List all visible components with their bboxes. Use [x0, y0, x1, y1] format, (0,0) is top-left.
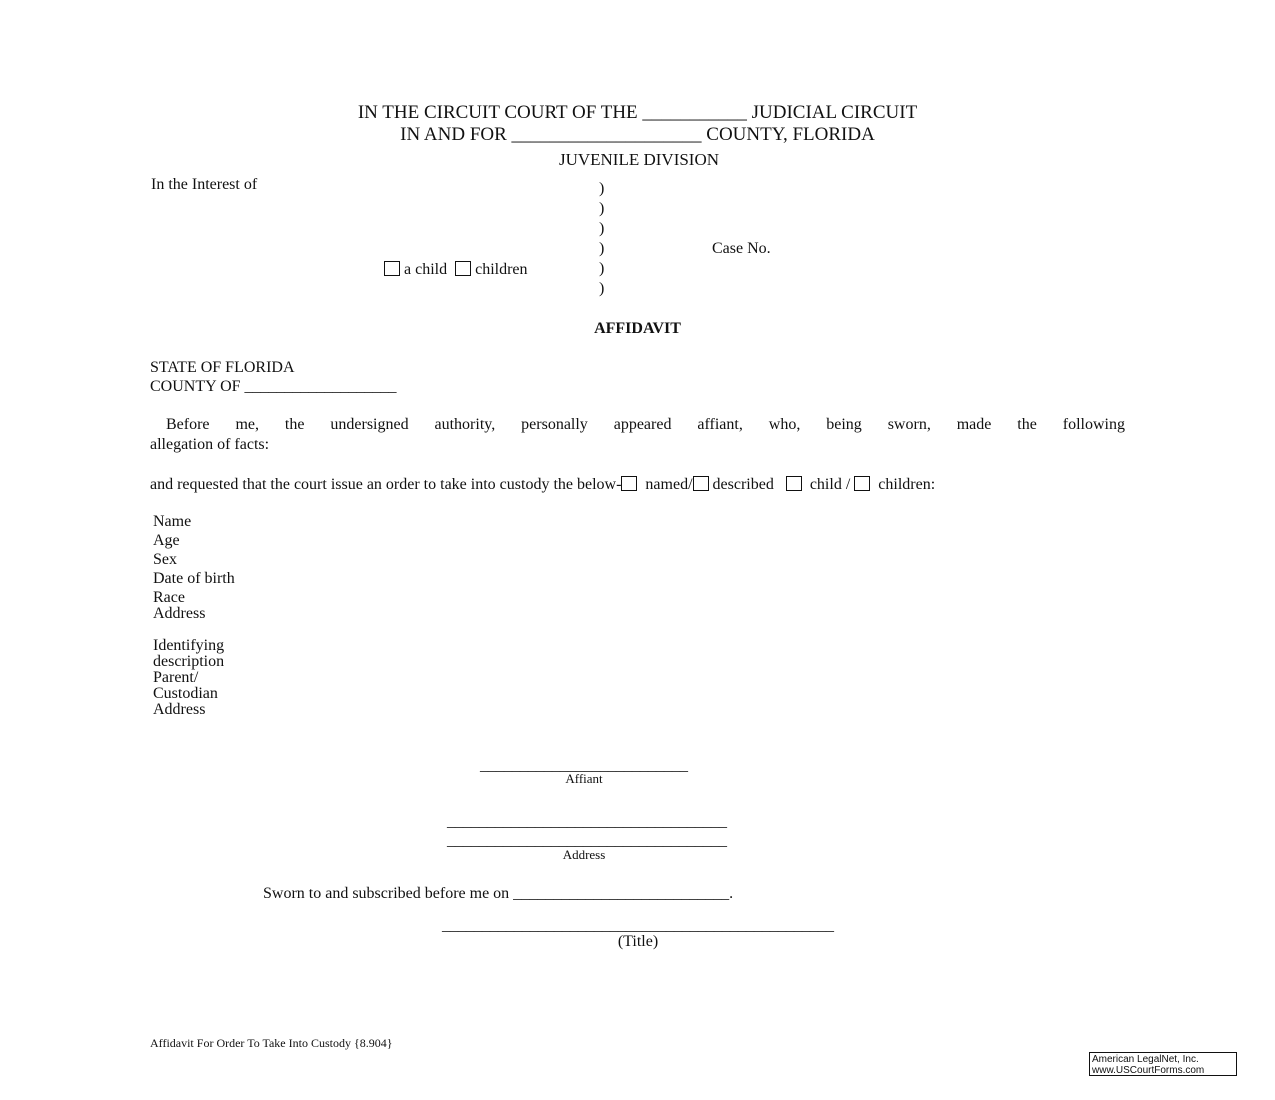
described-checkbox[interactable]	[693, 476, 709, 491]
field-label: Sex	[153, 551, 177, 568]
division: JUVENILE DIVISION	[558, 150, 720, 169]
field-label: Identifying	[153, 637, 225, 654]
field-label: Custodian	[153, 685, 218, 702]
paren: )	[599, 180, 605, 197]
a-child-label: a child	[404, 261, 448, 278]
stamp-company: American LegalNet, Inc.	[1092, 1054, 1199, 1065]
paren: )	[599, 240, 605, 257]
named-label: named/	[645, 476, 693, 493]
child-label: child /	[809, 476, 851, 493]
field-label: Address	[153, 605, 206, 622]
field-label: description	[153, 653, 225, 670]
field-label: Parent/	[153, 669, 199, 686]
interest-label: In the Interest of	[151, 176, 258, 193]
child-type-options	[384, 261, 528, 278]
address-line-2: ___________________________________	[447, 832, 727, 849]
field-label: Address	[153, 701, 206, 718]
case-no-label: Case No.	[712, 240, 771, 257]
paren: )	[599, 280, 605, 297]
paren: )	[599, 260, 605, 277]
children-checkbox-2[interactable]	[854, 476, 870, 491]
document-title: AFFIDAVIT	[594, 320, 681, 337]
stamp-url: www.USCourtForms.com	[1092, 1065, 1205, 1076]
field-label: Date of birth	[153, 570, 235, 587]
sworn-statement: Sworn to and subscribed before me on ___________________________.	[263, 885, 734, 902]
children-label: children	[475, 261, 528, 278]
field-label: Race	[153, 589, 185, 606]
form-footer: Affidavit For Order To Take Into Custody {8.904}	[150, 1036, 393, 1050]
paren: )	[599, 220, 605, 237]
allegation-paragraph: Before me, the undersigned authority, personally appeared affiant, who, being sworn, made the following	[166, 416, 1125, 433]
request-text: and requested that the court issue an order to take into custody the below-	[150, 476, 622, 493]
named-checkbox[interactable]	[621, 476, 637, 491]
child-checkbox[interactable]	[786, 476, 802, 491]
allegation-paragraph-cont: allegation of facts:	[150, 436, 270, 453]
address-label: Address	[562, 847, 606, 862]
children-label-2: children:	[878, 476, 936, 493]
field-label: Name	[153, 513, 192, 530]
affiant-signature-line: __________________________	[480, 757, 688, 774]
affiant-label: Affiant	[565, 771, 603, 786]
title-label: (Title)	[617, 933, 659, 950]
field-label: Age	[153, 532, 180, 549]
court-header-line2: IN AND FOR ____________________ COUNTY, FLORIDA	[400, 124, 875, 145]
county-line: COUNTY OF ___________________	[150, 378, 397, 395]
court-header-line1: IN THE CIRCUIT COURT OF THE ___________ JUDICIAL CIRCUIT	[357, 102, 918, 123]
children-checkbox[interactable]	[455, 261, 471, 276]
a-child-checkbox[interactable]	[384, 261, 400, 276]
title-line: _________________________________________________	[442, 917, 834, 934]
described-label: described	[712, 476, 774, 493]
state-line: STATE OF FLORIDA	[150, 359, 295, 376]
address-line-1: ___________________________________	[447, 813, 727, 830]
publisher-stamp	[1089, 1052, 1237, 1076]
paren: )	[599, 200, 605, 217]
request-line	[150, 476, 935, 493]
